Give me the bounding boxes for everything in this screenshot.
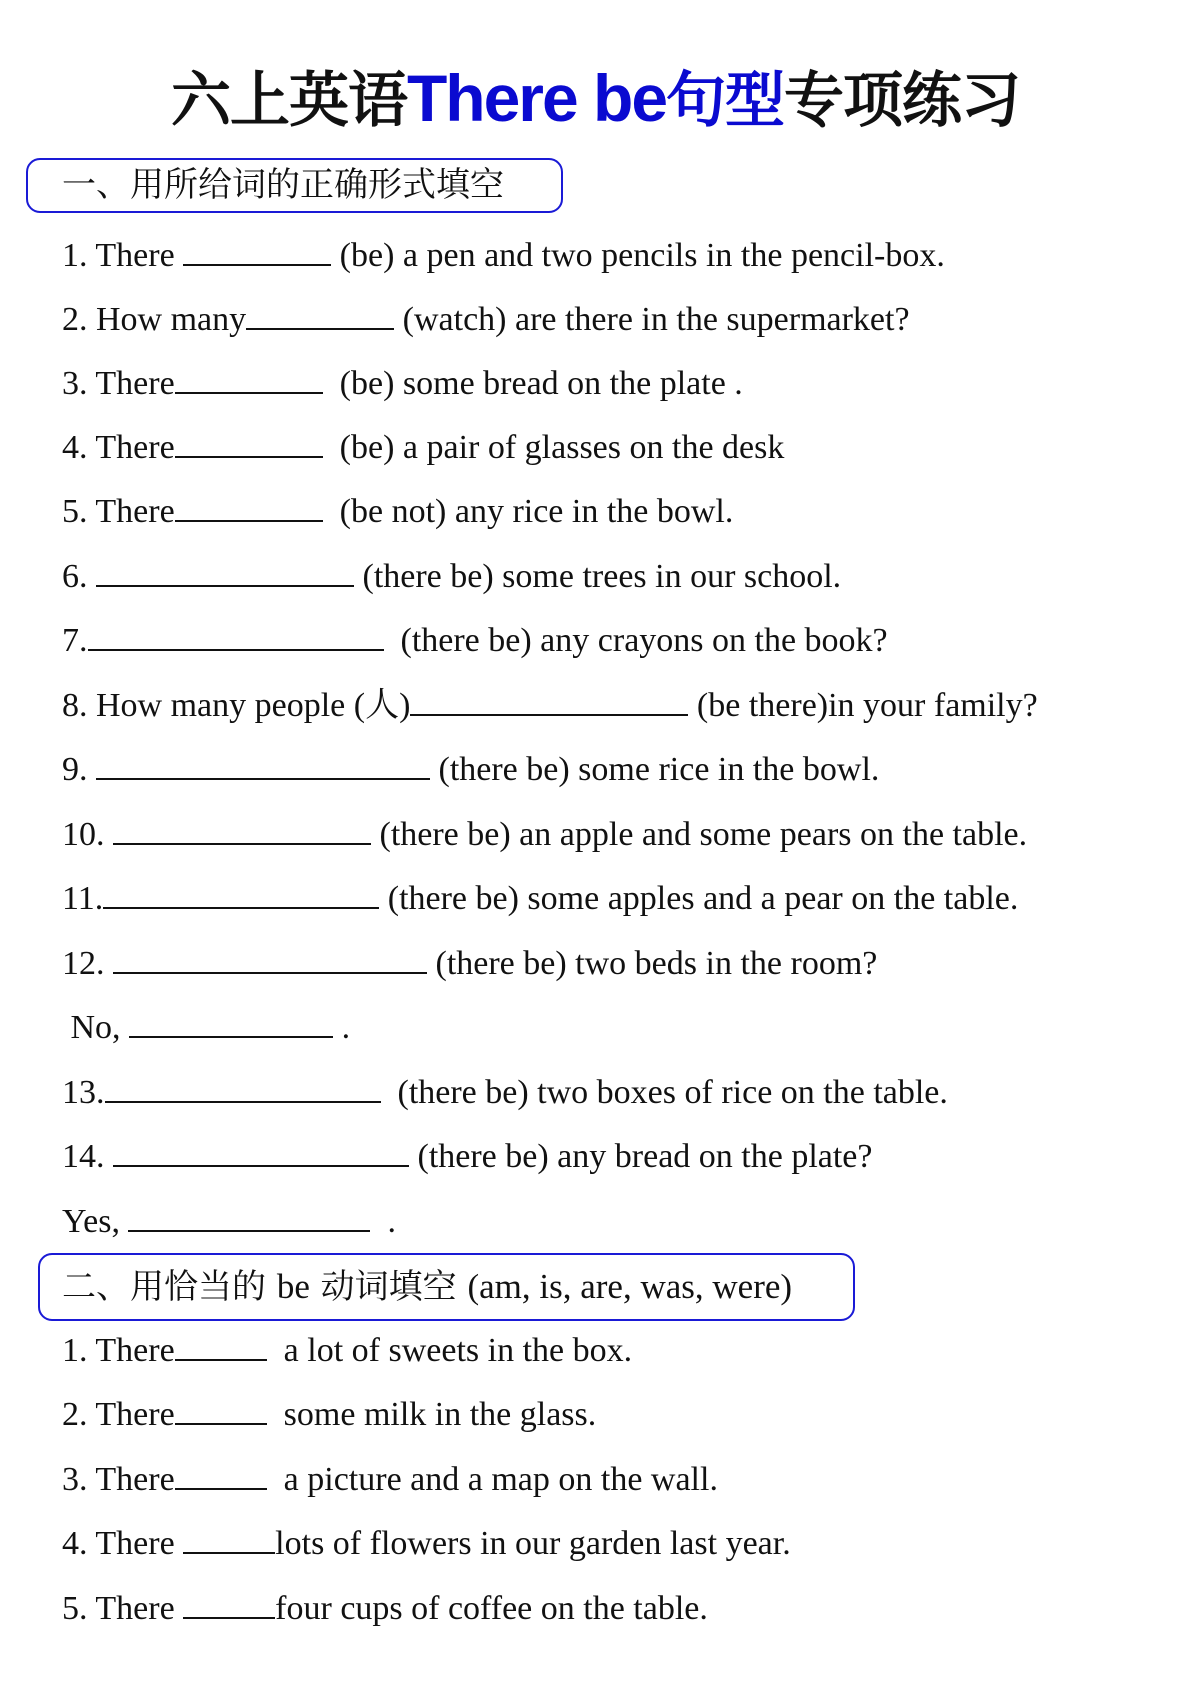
item-prompt: 4. There [62,1525,184,1562]
item-sentence: a lot of sweets in the box. [266,1332,633,1369]
item-prompt: 5. There [62,493,175,530]
item-sentence: (be not) any rice in the bowl. [322,493,734,530]
answer-blank[interactable] [183,1524,275,1554]
item-sentence: lots of flowers in our garden last year. [275,1525,791,1562]
exercise-item [62,1073,948,1113]
answer-blank[interactable] [103,879,379,909]
exercise-item [62,300,910,340]
answer-blank[interactable] [175,492,323,522]
item-sentence: (there be) any bread on the plate? [409,1138,873,1175]
exercise-item [62,750,879,790]
exercise-item [62,236,945,276]
item-sentence: (there be) some trees in our school. [354,558,842,595]
exercise-item [62,1008,350,1048]
item-prompt: 8. How many people (人) [62,687,411,724]
answer-blank[interactable] [175,428,323,458]
section-1-heading [26,158,563,213]
answer-blank[interactable] [96,750,430,780]
answer-blank[interactable] [113,815,371,845]
exercise-item [62,1202,396,1242]
answer-blank[interactable] [183,1589,275,1619]
answer-blank[interactable] [105,1073,381,1103]
item-prompt: 3. There [62,365,175,402]
section-2-heading-latin-1: be [276,1267,310,1306]
section-2-heading-cjk-2: 动词填空 [309,1267,468,1307]
item-sentence: (be there)in your family? [688,687,1038,724]
item-prompt: 1. There [62,237,184,274]
exercise-item [62,879,1018,919]
item-prompt: 6. [62,558,96,595]
item-sentence: some milk in the glass. [266,1396,597,1433]
item-prompt: 2. There [62,1396,175,1433]
item-sentence: (there be) two boxes of rice on the table. [380,1074,948,1111]
exercise-item [62,1331,632,1371]
item-sentence: . [333,1009,351,1046]
answer-blank[interactable] [113,1137,409,1167]
item-prompt: 12. [62,945,113,982]
item-sentence: (be) a pair of glasses on the desk [322,429,785,466]
item-prompt: 5. There [62,1590,184,1627]
item-prompt: No, [62,1009,130,1046]
answer-blank[interactable] [113,944,427,974]
title-part-4: 专项练习 [784,66,1021,136]
exercise-item [62,492,733,532]
item-sentence: a picture and a map on the wall. [266,1461,718,1498]
item-sentence: (there be) any crayons on the book? [383,622,888,659]
title-part-1: 六上英语 [170,66,407,136]
item-prompt: 14. [62,1138,113,1175]
title-part-2: There be [406,61,667,135]
item-prompt: 2. How many [62,301,247,338]
exercise-item [62,1137,872,1177]
exercise-item [62,1589,708,1629]
section-2-heading-cjk-1: 二、用恰当的 [62,1267,277,1307]
item-sentence: (watch) are there in the supermarket? [394,301,910,338]
section-2-heading [38,1253,855,1321]
exercise-item [62,621,888,661]
item-prompt: 13. [62,1074,105,1111]
item-sentence: (there be) some apples and a pear on the table. [379,880,1019,917]
answer-blank[interactable] [129,1008,333,1038]
item-sentence: . [370,1203,396,1240]
item-sentence: (there be) two beds in the room? [427,945,878,982]
item-prompt: 7. [62,622,88,659]
item-sentence: (be) a pen and two pencils in the pencil-box. [331,237,945,274]
exercise-item [62,364,743,404]
item-sentence: (there be) an apple and some pears on the table. [371,816,1028,853]
title-part-3: 句型 [666,66,785,136]
answer-blank[interactable] [410,686,688,716]
item-sentence: four cups of coffee on the table. [275,1590,708,1627]
item-prompt: 9. [62,751,96,788]
section-1-heading-text: 一、用所给词的正确形式填空 [62,165,504,205]
item-sentence: (be) some bread on the plate . [322,365,743,402]
exercise-item [62,944,877,984]
exercise-item [62,1460,718,1500]
item-prompt: Yes, [62,1203,129,1240]
item-prompt: 10. [62,816,113,853]
item-prompt: 1. There [62,1332,175,1369]
item-prompt: 11. [62,880,104,917]
answer-blank[interactable] [175,364,323,394]
exercise-item [62,428,784,468]
answer-blank[interactable] [175,1395,267,1425]
exercise-item [62,1524,791,1564]
exercise-item [62,815,1027,855]
item-prompt: 4. There [62,429,175,466]
section-2-heading-latin-2: (am, is, are, was, were) [467,1267,793,1306]
answer-blank[interactable] [88,621,384,651]
answer-blank[interactable] [175,1331,267,1361]
answer-blank[interactable] [183,236,331,266]
answer-blank[interactable] [96,557,354,587]
exercise-item [62,1395,596,1435]
exercise-item [62,557,841,597]
page-title [0,62,1191,134]
item-prompt: 3. There [62,1461,175,1498]
answer-blank[interactable] [175,1460,267,1490]
answer-blank[interactable] [128,1202,370,1232]
exercise-item [62,686,1038,726]
item-sentence: (there be) some rice in the bowl. [430,751,880,788]
answer-blank[interactable] [246,300,394,330]
